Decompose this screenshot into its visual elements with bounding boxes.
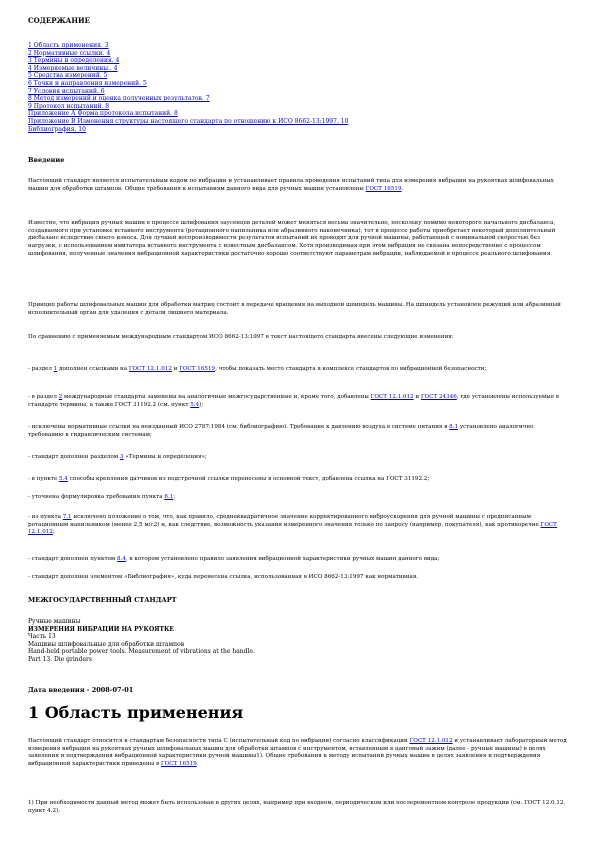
text: .	[196, 761, 199, 768]
link-section-1[interactable]: 1	[53, 366, 58, 372]
change-item-6	[28, 494, 568, 502]
toc-link-6[interactable]: 6 Точки и направления измерений. 5	[28, 79, 147, 87]
intro-paragraph-3: Принцип работы шлифовальных машин для обработки матриц состоит в передаче вращения на выходной шпиндель машины. На шпиндель установлен режущий или абразивный исполнительный орган для удаления с детали лишнего материала.	[28, 302, 561, 316]
title-line-1: Ручные машины	[28, 618, 81, 625]
text: - исключены нормативные ссылки на неизданный ИСО 2787:1984 (см. библиографию). Требование к давлению воздуха в системе питания в	[28, 424, 450, 430]
text: - раздел	[28, 366, 54, 372]
toc-link-1[interactable]: 1 Область применения. 3	[28, 42, 109, 49]
toc-link-5[interactable]: 5 Средства измерений. 5	[28, 72, 108, 80]
link-item-7-1[interactable]: 7.1	[62, 514, 72, 520]
text: , чтобы показать место стандарта в комплексе стандартов по вибрационной безопасности;	[215, 366, 487, 372]
text: Настоящий стандарт относится к стандартам безопасности типа С (испытательный код по вибрации) согласно классификации	[28, 738, 410, 744]
link-gost-12-1-012[interactable]: ГОСТ 12.1.012	[370, 394, 414, 400]
link-gost-16519[interactable]: ГОСТ 16519	[365, 185, 402, 192]
text: способы крепления датчиков из подстрочной ссылки перенесены в основной текст, добавлена ссылка на ГОСТ 31192.2;	[67, 476, 430, 482]
text: - стандарт дополнен разделом	[28, 454, 120, 460]
link-item-8-1[interactable]: 8.1	[449, 424, 459, 430]
link-gost-12-1-012[interactable]: ГОСТ 12.1.012	[409, 738, 453, 744]
link-item-6-1[interactable]: 6.1	[164, 494, 174, 500]
title-line-3: Часть 13	[28, 633, 56, 641]
text: , в котором установлено правило заявления вибрационной характеристики ручных машин данного вида;	[125, 556, 440, 562]
footnote-1: 1) При необходимости данный метод может быть использован в других целях, например при входном, периодическом или послеремонтном контроле продукции (см. ГОСТ 12.0.12, пункт 4.2).	[28, 800, 566, 814]
toc-link-appendix-b[interactable]: Приложение В Изменения структуры настоящего стандарта по отношению к ИСО 8662-13:1997. 10	[28, 117, 349, 125]
link-gost-12-1-012[interactable]: ГОСТ 12.1.012	[128, 366, 172, 372]
intro-heading: Введение	[28, 156, 65, 164]
text: «Термины и определения»;	[123, 454, 207, 460]
change-item-5	[28, 476, 568, 484]
change-item-7	[28, 514, 568, 537]
link-item-5-4[interactable]: 5.4	[190, 401, 200, 408]
link-gost-12-1-012[interactable]: ГОСТ 12.1.012	[28, 521, 557, 536]
change-item-2	[28, 394, 568, 409]
change-item-3	[28, 424, 568, 439]
title-line-6: Part 13. Die grinders	[28, 655, 92, 663]
link-gost-16519[interactable]: ГОСТ 16519	[160, 761, 197, 768]
toc-link-8[interactable]: 8 Метод измерений и оценка полученных результатов. 7	[28, 95, 210, 103]
title-line-4: Машины шлифовальные для обработки штампов	[28, 640, 185, 648]
text: - из пункта	[28, 514, 63, 520]
text: - уточнена формулировка требования пункта	[28, 494, 165, 500]
title-line-5: Hand-held portable power tools. Measurement of vibrations at the handle.	[28, 648, 255, 656]
section-1-paragraph-1	[28, 738, 568, 769]
toc-link-3[interactable]: 3 Термины и определения. 4	[28, 57, 120, 65]
text: и	[413, 394, 421, 400]
link-item-5-4[interactable]: 5.4	[59, 476, 68, 482]
toc-link-4[interactable]: 4 Измеряемые величины.. 4	[28, 64, 118, 72]
toc-link-appendix-a[interactable]: Приложение А Форма протокола испытаний. 8	[28, 110, 178, 118]
text: ;	[52, 529, 55, 536]
text: исключено положение о том, что, как правило, среднеквадратичное значение корректированного виброускорения для ручной машины с предписанным ротационным напильником (менее 2,5 м/с2) и, как следствие, возможность указания измеренного значения только по запросу (например, покупателя), как противоречие	[28, 514, 541, 528]
change-item-4	[28, 454, 568, 462]
text: , где установлены используемые в стандарте термины, а также ГОСТ 31192.2 (см. пункт	[28, 394, 559, 408]
section-1-heading: 1 Область применения	[28, 703, 244, 722]
text: установлено аналогично требованию к гидравлическим системам;	[28, 424, 534, 438]
toc-link-7[interactable]: 7 Условия испытаний. 6	[28, 87, 105, 95]
toc-link-9[interactable]: 9 Протокол испытаний. 8	[28, 102, 110, 110]
link-section-3[interactable]: 3	[119, 454, 124, 460]
standard-title-block	[28, 618, 255, 664]
change-item-1	[28, 366, 568, 374]
change-item-9: - стандарт дополнен элементом «Библиография», куда перенесена ссылка, использованная в ИСО 8662-13:1997 как нормативная.	[28, 574, 419, 580]
toc-link-2[interactable]: 2 Нормативные ссылки. 4	[28, 49, 111, 57]
intro-p1-end: .	[401, 185, 404, 192]
intro-paragraph-2: Известно, что вибрация ручных машин в процессе шлифования заусенцев деталей может меняться весьма значительно, поскольку помимо некоторого начального дисбаланса, создаваемого при установке вставного инструмента (ротационного напильника или абразивного наконечника), тот в процессе работы приобретает некоторый дополнительный дисбаланс вследствие своего износа. Для лучшей воспроизводимости результатов испытаний их проводят для ручной машины, работающей с номинальной скоростью без нагрузки, с использованием имитатора вставного инструмента с известным дисбалансом. Хотя производимая при этом вибрация не связана непосредственно с процессом шлифования, полученные значения вибрационной характеристики достаточно хорошо соответствуют параметрам вибрации, наблюдаемой в процессе реального шлифования.	[28, 220, 556, 257]
text: дополнен ссылками на	[57, 366, 129, 372]
text: - стандарт дополнен пунктом	[28, 556, 118, 562]
introduction-date: Дата введения - 2008-07-01	[28, 686, 134, 694]
text: международные стандарты заменены на аналогичные межгосударственные и, кроме того, добавлены	[62, 394, 371, 400]
text: - в пункте	[28, 476, 60, 482]
toc-link-bibliography[interactable]: Библиография. 10	[28, 125, 86, 133]
text: и устанавливает лабораторный метод измерения вибрации на рукоятках ручных шлифовальных машин для обработки штампов с инструментом, вставленным в цанговый зажим (далее - ручные машины) в целях заявления и подтверждения вибрационной характеристики ручной машины1). Общие требования к методу испытаний ручных машин в целях заявления и подтверждения вибрационной характеристики приведены в	[28, 738, 567, 768]
title-line-2: ИЗМЕРЕНИЯ ВИБРАЦИИ НА РУКОЯТКЕ	[28, 625, 175, 633]
link-section-2[interactable]: 2	[58, 394, 63, 400]
text: );	[199, 401, 204, 408]
link-gost-24346[interactable]: ГОСТ 24346	[420, 394, 457, 400]
toc-title: СОДЕРЖАНИЕ	[28, 16, 90, 25]
text: - в раздел	[28, 394, 59, 400]
intro-p1-text: Настоящий стандарт является испытательным кодом по вибрации и устанавливает правила проведения испытаний типа для измерения вибрации на рукоятках шлифовальных машин для обработки штампов. Общие требования к испытаниям данного вида для ручных машин установлены	[28, 178, 554, 192]
intro-paragraph-1	[28, 178, 568, 193]
link-gost-16519[interactable]: ГОСТ 16519	[179, 366, 216, 372]
change-item-8	[28, 556, 568, 564]
text: и	[171, 366, 180, 372]
intro-paragraph-4: По сравнению с применяемым международным стандартом ИСО 8662-13:1997 в текст настоящего стандарта внесены следующие изменения:	[28, 334, 454, 340]
table-of-contents	[28, 42, 348, 133]
link-item-8-4[interactable]: 8.4	[117, 556, 126, 562]
text: ;	[173, 494, 176, 500]
interstate-standard-header: МЕЖГОСУДАРСТВЕННЫЙ СТАНДАРТ	[28, 596, 177, 604]
